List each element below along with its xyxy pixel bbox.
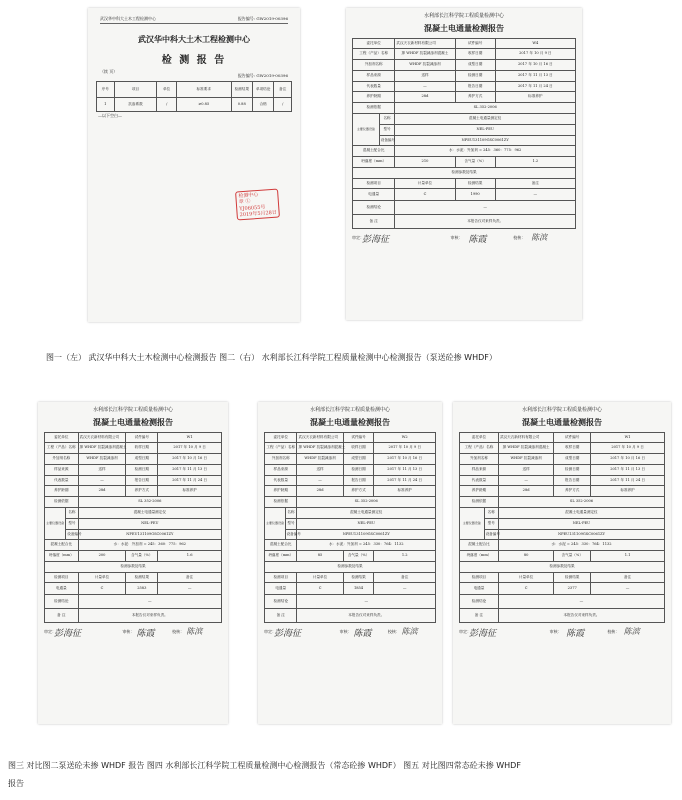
table-cell: 2017 年 10 月 9 日 [374, 443, 436, 454]
table-cell: 设备编号 [379, 135, 395, 146]
table-cell: 外加剂名称 [45, 454, 79, 465]
table-cell: 代表数量 [265, 475, 297, 486]
signature: 彭海征 [274, 629, 302, 640]
table-cell: 0.88 [231, 98, 252, 112]
table-cell: 备注 [374, 572, 436, 583]
table-cell: 武汉天衣新材料有限公司 [297, 432, 343, 443]
table-cell: 2017 年 10 月 9 日 [591, 443, 665, 454]
table-cell: 2017 年 10 月 16 日 [591, 454, 665, 465]
table-header: 项目 [114, 82, 157, 98]
doc1-blank-line: —以下空白— [98, 113, 122, 118]
table-cell: WHDF 抗裂减渗剂 [395, 60, 455, 71]
table-cell: 养护龄期 [265, 486, 297, 497]
table-cell: 养护方式 [343, 486, 374, 497]
report-table [44, 432, 222, 624]
table-cell: 200 [78, 551, 126, 562]
table-cell: 型号 [379, 124, 395, 135]
table-cell: 电通量 [353, 189, 395, 201]
table-cell: 外加剂名称 [460, 454, 499, 465]
table-cell: 设备编号 [66, 529, 78, 540]
table-cell: 本报告仅对来样负责。 [395, 215, 576, 229]
table-cell: 型号 [484, 518, 498, 529]
table-cell: 养护方式 [554, 486, 591, 497]
table-cell: 备 注 [460, 609, 499, 623]
signature: 彭海征 [469, 629, 497, 640]
table-cell: 2377 [554, 583, 591, 595]
table-cell: 含气量（%） [343, 551, 374, 562]
table-cell: 报告日期 [126, 475, 158, 486]
doc1-header-rule [100, 23, 288, 24]
table-cell: 备注 [495, 178, 575, 189]
table-cell: 本报告仅对来样负责。 [498, 609, 664, 623]
table-cell: 送样 [78, 464, 126, 475]
table-cell: NPEU131109GSC0061ZY [395, 135, 576, 146]
table-cell: 外加剂名称 [353, 60, 395, 71]
sig-label: 审定： [264, 629, 276, 635]
table-cell: 主要仪器设备 [265, 507, 286, 539]
table-cell: 检测项目 [353, 178, 395, 189]
sig-label: 校核： [172, 629, 185, 635]
table-cell: 试件编号 [126, 432, 158, 443]
signature: 陈霞 [136, 629, 155, 640]
report-title: 混凝土电通量检测报告 [93, 416, 173, 427]
table-cell: 收样日期 [343, 443, 374, 454]
report-signatures [459, 624, 665, 646]
table-cell: 代表数量 [353, 81, 395, 92]
table-cell: 武汉天衣新材料有限公司 [498, 432, 553, 443]
table-cell: 型号 [66, 518, 78, 529]
table-cell: 成型日期 [343, 454, 374, 465]
table-cell: — [495, 189, 575, 201]
signature: 彭海征 [54, 629, 82, 640]
table-cell: — [78, 475, 126, 486]
table-cell: 备 注 [353, 215, 395, 229]
table-cell: 混凝土配合比 [353, 146, 395, 157]
report-signatures [264, 624, 436, 646]
table-cell: 检测日期 [126, 464, 158, 475]
sig-label: 校核： [387, 629, 400, 635]
table-cell: 1.1 [591, 551, 665, 562]
sig-label: 审定： [459, 629, 471, 635]
table-cell: 2017 年 11 月 24 日 [374, 475, 436, 486]
table-header: 标准要求 [176, 82, 231, 98]
table-cell: 1990 [455, 189, 495, 201]
table-cell: 计量单位 [78, 572, 126, 583]
table-cell: — [395, 201, 576, 215]
doc1-title: 武汉华中科大土木工程检测中心 [138, 34, 250, 44]
table-cell: — [498, 475, 553, 486]
table-cell: 电通量 [45, 583, 79, 595]
table-cell: 委托单位 [353, 38, 395, 49]
caption-fig1-fig2: 图一（左） 武汉华中科大土木检测中心检测报告 图二（右） 水利部长江科学院工程质量检测中心检测报告（泵送砼掺 WHDF） [46, 353, 497, 362]
table-cell: SL 352-2006 [297, 497, 436, 508]
table-cell: C [297, 583, 343, 595]
table-cell: 含气量（%） [455, 157, 495, 168]
table-cell: 成型日期 [554, 454, 591, 465]
table-cell: 武汉天衣新材料有限公司 [78, 432, 126, 443]
table-cell: 电通量 [460, 583, 499, 595]
stamp-line: 章 ① [238, 198, 251, 206]
table-cell: 检测依据 [45, 497, 79, 508]
table-cell: 1.2 [495, 157, 575, 168]
report-org: 水利部长江科学院工程质量检测中心 [521, 407, 602, 413]
table-cell: 2017 年 11 月 13 日 [158, 464, 222, 475]
table-cell: 坍落度（mm） [265, 551, 297, 562]
doc3-report-page [38, 402, 228, 724]
table-cell: 样品来源 [353, 70, 395, 81]
table-cell: 检测参数及结果 [265, 561, 436, 572]
table-cell: 成型日期 [126, 454, 158, 465]
report-title: 混凝土电通量检测报告 [310, 416, 390, 427]
report-signatures [352, 230, 576, 252]
table-cell: 设备编号 [285, 529, 297, 540]
table-cell: 型号 [285, 518, 297, 529]
table-cell: 试件编号 [554, 432, 591, 443]
doc1-header-right: 报告编号: GW2019-00396 [237, 16, 288, 21]
table-cell: 送样 [297, 464, 343, 475]
table-cell: 收样日期 [126, 443, 158, 454]
table-cell: / [274, 98, 292, 112]
table-header: 单位 [157, 82, 177, 98]
table-cell: 检测参数及结果 [45, 561, 222, 572]
table-cell: 试件编号 [455, 38, 495, 49]
table-cell: 混凝土电通量测定仪 [498, 507, 664, 518]
table-cell: 检测结论 [353, 201, 395, 215]
table-cell: — [395, 81, 455, 92]
table-cell: 检测项目 [460, 572, 499, 583]
table-cell: 备 注 [45, 609, 79, 623]
stamp-line: 检测中心 [238, 191, 259, 200]
doc1-report-no: 报告编号: GW2019-00396 [237, 73, 288, 78]
table-cell: 2017 年 11 月 24 日 [495, 81, 575, 92]
table-cell: 210 [395, 157, 455, 168]
table-cell: 委托单位 [265, 432, 297, 443]
table-cell: 收样日期 [455, 49, 495, 60]
table-cell: 检测日期 [343, 464, 374, 475]
signature: 陈霞 [566, 629, 585, 640]
doc2-report-page [346, 8, 582, 320]
table-cell: ≥0.85 [176, 98, 231, 112]
table-cell: NPEU131109GSC0061ZY [78, 529, 221, 540]
signature: 陈滨 [186, 627, 203, 637]
table-cell: 计量单位 [395, 178, 455, 189]
signature: 陈滨 [623, 627, 640, 637]
table-cell: 检测结果 [455, 178, 495, 189]
table-cell: 成型日期 [455, 60, 495, 71]
table-cell: 检测结论 [45, 595, 79, 609]
table-cell: 代表数量 [460, 475, 499, 486]
doc1-result-table [96, 81, 292, 112]
caption-fig5-continued: 报告 [8, 779, 24, 788]
doc1-page-label: （续 页） [100, 69, 118, 74]
table-cell: 工程（产品）名称 [460, 443, 499, 454]
table-cell: NPEU131109GSC0061ZY [498, 529, 664, 540]
table-cell: 本报告仅对来样负责。 [78, 609, 221, 623]
table-cell: — [158, 583, 222, 595]
table-cell: SL 352-2006 [498, 497, 664, 508]
sig-label: 校核： [513, 235, 526, 241]
table-cell: WHDF 抗裂减渗剂 [498, 454, 553, 465]
table-cell: 混凝土配合比 [265, 540, 297, 551]
table-cell: WHDF 抗裂减渗剂 [78, 454, 126, 465]
table-cell: 坍落度（mm） [460, 551, 499, 562]
table-cell: 检测参数及结果 [353, 167, 576, 178]
table-cell: 2017 年 11 月 24 日 [591, 475, 665, 486]
sig-label: 审定： [352, 235, 364, 241]
table-cell: 报告日期 [554, 475, 591, 486]
table-cell: SL 352-2006 [395, 103, 576, 114]
table-header: 检测结果 [231, 82, 252, 98]
report-org: 水利部长江科学院工程质量检测中心 [423, 13, 504, 19]
table-cell: 检测项目 [45, 572, 79, 583]
table-cell: 混凝土电通量测定仪 [395, 113, 576, 124]
table-cell: W4 [495, 38, 575, 49]
table-cell: 工程（产品）名称 [45, 443, 79, 454]
table-cell: 含气量（%） [554, 551, 591, 562]
table-cell: 28d [297, 486, 343, 497]
table-cell: 检测项目 [265, 572, 297, 583]
sig-label: 审核： [450, 235, 463, 241]
table-cell: 标准养护 [374, 486, 436, 497]
table-cell: / [157, 98, 177, 112]
sig-label: 审定： [44, 629, 56, 635]
table-cell: 28d [498, 486, 553, 497]
doc1-report-page [88, 8, 300, 322]
table-cell: 委托单位 [45, 432, 79, 443]
table-cell: 名称 [379, 113, 395, 124]
table-cell: 混凝土电通量测定仪 [78, 507, 221, 518]
table-cell: 主要仪器设备 [45, 507, 66, 539]
table-cell: 1 [97, 98, 115, 112]
table-cell: 设备编号 [484, 529, 498, 540]
table-cell: 报告日期 [343, 475, 374, 486]
table-cell: 坍落度（mm） [353, 157, 395, 168]
table-cell: 2017 年 11 月 13 日 [374, 464, 436, 475]
report-org: 水利部长江科学院工程质量检测中心 [92, 407, 173, 413]
signature: 陈霞 [468, 235, 487, 246]
table-cell: 送样 [395, 70, 455, 81]
table-cell: SL 352-2006 [78, 497, 221, 508]
signature: 陈滨 [531, 233, 548, 243]
table-cell: 试件编号 [343, 432, 374, 443]
table-cell: 2017 年 10 月 9 日 [495, 49, 575, 60]
table-cell: 2017 年 11 月 13 日 [495, 70, 575, 81]
table-cell: C [78, 583, 126, 595]
sig-label: 审核： [339, 629, 352, 635]
sig-label: 校核： [607, 629, 620, 635]
table-cell: 备 注 [265, 609, 297, 623]
table-cell: 2017 年 10 月 16 日 [495, 60, 575, 71]
table-cell: 合格 [252, 98, 273, 112]
table-cell: 80 [498, 551, 553, 562]
table-cell: — [498, 595, 664, 609]
table-cell: 85 [297, 551, 343, 562]
table-cell: 计量单位 [297, 572, 343, 583]
table-cell: NEL-PEU [78, 518, 221, 529]
report-title: 混凝土电通量检测报告 [522, 416, 602, 427]
table-cell: 检测结论 [460, 595, 499, 609]
table-cell: NEL-PEU [395, 124, 576, 135]
table-cell: 标准养护 [591, 486, 665, 497]
table-cell: 送样 [498, 464, 553, 475]
table-cell: 检测参数及结果 [460, 561, 665, 572]
table-cell: 2017 年 10 月 16 日 [158, 454, 222, 465]
table-cell: 养护龄期 [45, 486, 79, 497]
report-signatures [44, 624, 222, 646]
table-cell: 委托单位 [460, 432, 499, 443]
table-cell: 样品来源 [265, 464, 297, 475]
table-cell: — [297, 475, 343, 486]
table-cell: 主要仪器设备 [353, 113, 380, 145]
table-cell: — [591, 583, 665, 595]
table-cell: 备注 [158, 572, 222, 583]
table-cell: 代表数量 [45, 475, 79, 486]
table-cell: 含气量（%） [126, 551, 158, 562]
table-cell: 养护方式 [126, 486, 158, 497]
table-cell: 28d [395, 92, 455, 103]
report-table [264, 432, 436, 624]
table-cell: 混凝土电通量测定仪 [297, 507, 436, 518]
signature: 陈滨 [401, 627, 418, 637]
doc1-header-left: 武汉华中科大土木工程检测中心 [100, 16, 156, 21]
table-cell: NEL-PEU [498, 518, 664, 529]
table-cell: 2017 年 10 月 16 日 [374, 454, 436, 465]
table-cell: 养护龄期 [460, 486, 499, 497]
signature: 彭海征 [362, 235, 390, 246]
stamp-line: 2019年5月28日 [239, 209, 278, 219]
report-table [459, 432, 665, 624]
table-cell: 抗渗系数 [114, 98, 157, 112]
table-cell: 检测依据 [265, 497, 297, 508]
table-cell: 2583 [126, 583, 158, 595]
table-cell: 检测结果 [126, 572, 158, 583]
table-cell: NPEU131109GSC0061ZY [297, 529, 436, 540]
table-cell: 水：水泥：外加剂 = 245：360：775：962 [395, 146, 576, 157]
signature: 陈霞 [353, 629, 372, 640]
table-cell: 掺 WHDF 抗裂减渗剂混凝土 [78, 443, 126, 454]
table-cell: 计量单位 [498, 572, 553, 583]
table-cell: 外加剂名称 [265, 454, 297, 465]
table-header: 单项结论 [252, 82, 273, 98]
table-cell: WHDF 抗裂减渗剂 [297, 454, 343, 465]
table-cell: 1854 [343, 583, 374, 595]
table-cell: 备注 [591, 572, 665, 583]
table-cell: 主要仪器设备 [460, 507, 485, 539]
table-cell: W1 [158, 432, 222, 443]
table-cell: 工程（产品）名称 [353, 49, 395, 60]
table-cell: 样品来源 [45, 464, 79, 475]
report-title: 混凝土电通量检测报告 [424, 22, 504, 33]
table-cell: — [374, 583, 436, 595]
table-cell: 标准养护 [158, 486, 222, 497]
table-cell: 1.6 [158, 551, 222, 562]
table-cell: 掺 WHDF 抗裂减渗剂混凝土 [297, 443, 343, 454]
table-cell: 掺 WHDF 抗裂减渗剂混凝土 [395, 49, 455, 60]
table-cell: 混凝土配合比 [45, 540, 79, 551]
table-cell: 标准养护 [495, 92, 575, 103]
table-cell: NEL-PEU [297, 518, 436, 529]
report-org: 水利部长江科学院工程质量检测中心 [309, 407, 390, 413]
table-cell: 名称 [484, 507, 498, 518]
table-cell: 检测日期 [554, 464, 591, 475]
table-cell: 坍落度（mm） [45, 551, 79, 562]
table-cell: 检测结果 [343, 572, 374, 583]
table-cell: 名称 [285, 507, 297, 518]
doc5-report-page [453, 402, 671, 724]
table-cell: — [297, 595, 436, 609]
table-cell: 水：水泥：外加剂 = 245：330：764：1132 [297, 540, 436, 551]
table-cell: 2017 年 11 月 13 日 [591, 464, 665, 475]
table-cell: 2017 年 11 月 24 日 [158, 475, 222, 486]
table-cell: 28d [78, 486, 126, 497]
table-cell: 混凝土配合比 [460, 540, 499, 551]
table-cell: 工程（产品）名称 [265, 443, 297, 454]
table-cell: 养护龄期 [353, 92, 395, 103]
table-cell: 水：水泥：外加剂 = 245：360：775：962 [78, 540, 221, 551]
table-cell: W2 [374, 432, 436, 443]
table-cell: 检测日期 [455, 70, 495, 81]
table-cell: 检测结论 [265, 595, 297, 609]
table-cell: C [395, 189, 455, 201]
table-cell: 1.2 [374, 551, 436, 562]
table-cell: 检测依据 [353, 103, 395, 114]
doc4-report-page [258, 402, 442, 724]
table-cell: 电通量 [265, 583, 297, 595]
sig-label: 审核： [122, 629, 135, 635]
report-table [352, 38, 576, 230]
doc1-red-stamp [235, 189, 280, 221]
table-cell: 水：水泥 = 245：330：764：1132 [498, 540, 664, 551]
table-cell: 2017 年 10 月 9 日 [158, 443, 222, 454]
stamp-line: YJ06055号 [239, 203, 266, 212]
table-cell: 掺 WHDF 抗裂减渗剂混凝土 [498, 443, 553, 454]
table-cell: 收样日期 [554, 443, 591, 454]
table-cell: W1 [591, 432, 665, 443]
table-cell: 养护方式 [455, 92, 495, 103]
table-cell: 名称 [66, 507, 78, 518]
table-cell: C [498, 583, 553, 595]
table-header: 备注 [274, 82, 292, 98]
table-cell: — [78, 595, 221, 609]
table-cell: 报告日期 [455, 81, 495, 92]
table-cell: 检测结果 [554, 572, 591, 583]
caption-fig3-fig5: 图三 对比图二泵送砼未掺 WHDF 报告 图四 水利部长江科学院工程质量检测中心检测报告（常态砼掺 WHDF） 图五 对比图四常态砼未掺 WHDF [8, 761, 521, 770]
table-header: 序号 [97, 82, 115, 98]
doc1-subtitle: 检 测 报 告 [161, 55, 227, 66]
table-cell: 本报告仅对来样负责。 [297, 609, 436, 623]
table-cell: 武汉天衣新材料有限公司 [395, 38, 455, 49]
table-cell: 检测依据 [460, 497, 499, 508]
table-cell: 样品来源 [460, 464, 499, 475]
sig-label: 审核： [549, 629, 562, 635]
